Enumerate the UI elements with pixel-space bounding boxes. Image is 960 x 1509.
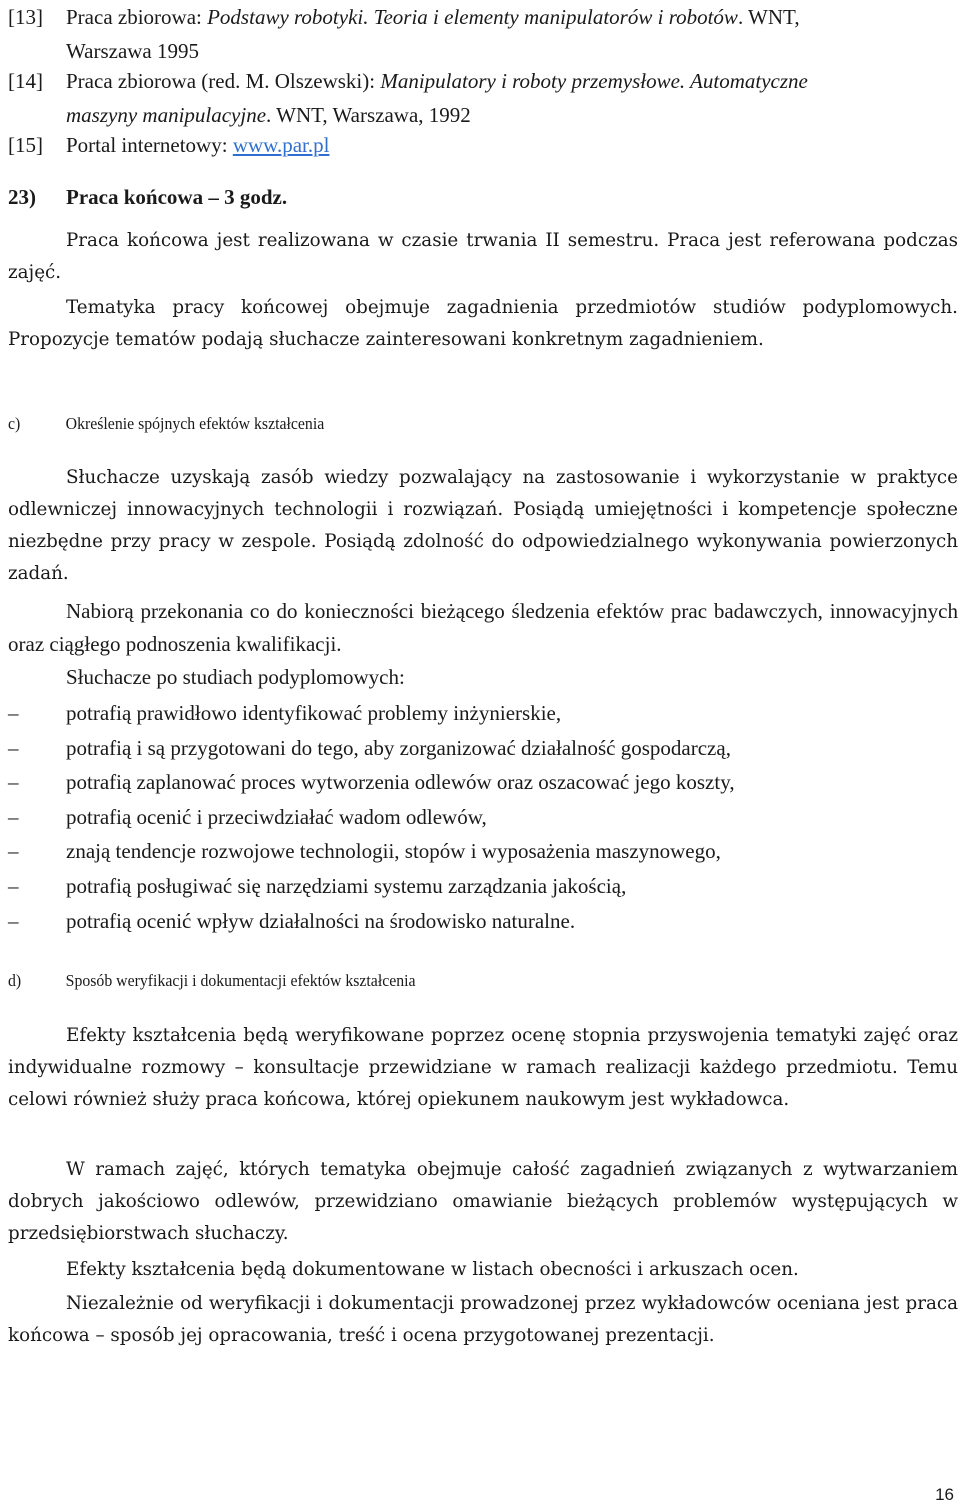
section-d-paragraph-4: Niezależnie od weryfikacji i dokumentacji prowadzonej przez wykładowców oceniana jest praca końcowa – sposób jej opracowania, treść i ocena przygotowanej prezentacji. bbox=[8, 1293, 958, 1346]
section-letter: d) bbox=[8, 971, 22, 990]
reference-15 bbox=[8, 128, 956, 162]
list-item: – potrafią ocenić wpływ działalności na środowisko naturalne. bbox=[8, 908, 576, 933]
reference-number: [15] bbox=[8, 133, 43, 157]
list-item: – potrafią ocenić i przeciwdziałać wadom odlewów, bbox=[8, 804, 487, 829]
section-title: Praca końcowa – 3 godz. bbox=[66, 185, 288, 209]
section-d-paragraph-2: W ramach zajęć, których tematyka obejmuje całość zagadnień związanych z wytwarzaniem dobrych jakościowo odlewów, przewidziano omawianie bieżących problemów występujących w przedsiębiorstwach słuchaczy. bbox=[8, 1159, 958, 1244]
reference-title: Manipulatory i roboty przemysłowe. Automatyczne bbox=[380, 69, 808, 93]
section-number: 23) bbox=[8, 185, 36, 209]
section-title: Sposób weryfikacji i dokumentacji efektów kształcenia bbox=[65, 971, 416, 990]
reference-suffix: . WNT, bbox=[737, 5, 800, 29]
section-23-paragraph-1: Praca końcowa jest realizowana w czasie trwania II semestru. Praca jest referowana podczas zajęć. bbox=[8, 230, 958, 283]
section-letter: c) bbox=[8, 414, 21, 433]
list-item: – potrafią i są przygotowani do tego, aby zorganizować działalność gospodarczą, bbox=[8, 735, 731, 760]
reference-number: [13] bbox=[8, 5, 43, 29]
reference-continuation: Warszawa 1995 bbox=[66, 39, 200, 63]
reference-title: Podstawy robotyki. Teoria i elementy manipulatorów i robotów bbox=[207, 5, 738, 29]
reference-continuation-title: maszyny manipulacyjne bbox=[66, 103, 267, 127]
reference-continuation-suffix: . WNT, Warszawa, 1992 bbox=[266, 103, 471, 127]
list-item: – potrafią zaplanować proces wytworzenia odlewów oraz oszacować jego koszty, bbox=[8, 770, 735, 795]
reference-number: [14] bbox=[8, 69, 43, 93]
list-item: – potrafią prawidłowo identyfikować problemy inżynierskie, bbox=[8, 701, 562, 725]
section-c-paragraph-2: Nabiorą przekonania co do konieczności bieżącego śledzenia efektów prac badawczych, innowacyjnych oraz ciągłego podnoszenia kwalifikacji. bbox=[8, 599, 958, 656]
outcomes-list bbox=[8, 696, 958, 938]
section-c-list-intro: Słuchacze po studiach podyplomowych: bbox=[66, 665, 405, 689]
section-23-paragraph-2: Tematyka pracy końcowej obejmuje zagadnienia przedmiotów studiów podyplomowych. Propozycje tematów podają słuchacze zainteresowani konkretnym zagadnieniem. bbox=[8, 297, 958, 350]
list-item: – potrafią posługiwać się narzędziami systemu zarządzania jakością, bbox=[8, 873, 627, 898]
section-d-heading bbox=[8, 971, 416, 991]
reference-prefix: Praca zbiorowa (red. M. Olszewski): bbox=[66, 69, 381, 93]
reference-prefix: Praca zbiorowa: bbox=[66, 5, 208, 29]
section-d-paragraph-3: Efekty kształcenia będą dokumentowane w listach obecności i arkuszach ocen. bbox=[66, 1259, 799, 1280]
section-d-paragraph-1: Efekty kształcenia będą weryfikowane poprzez ocenę stopnia przyswojenia tematyki zajęć oraz indywidualne rozmowy – konsultacje przewidziane w ramach realizacji każdego przedmiotu. Temu celowi również służy praca końcowa, której opiekunem naukowym jest wykładowca. bbox=[8, 1025, 958, 1110]
section-title: Określenie spójnych efektów kształcenia bbox=[65, 414, 325, 433]
section-23-heading bbox=[8, 185, 287, 210]
section-c-heading bbox=[8, 414, 324, 434]
list-item: – znają tendencje rozwojowe technologii, stopów i wyposażenia maszynowego, bbox=[8, 839, 721, 864]
page-number: 16 bbox=[935, 1485, 954, 1504]
reference-14 bbox=[8, 64, 956, 132]
reference-link[interactable]: www.par.pl bbox=[232, 133, 330, 157]
reference-13 bbox=[8, 0, 956, 68]
reference-prefix: Portal internetowy: bbox=[66, 133, 233, 157]
section-c-paragraph-1: Słuchacze uzyskają zasób wiedzy pozwalający na zastosowanie i wykorzystanie w praktyce odlewniczej innowacyjnych technologii i rozwiązań. Posiądą umiejętności i kompetencje społeczne niezbędne przy pracy w zespole. Posiądą zdolność do odpowiedzialnego wykonywania powierzonych zadań. bbox=[8, 467, 958, 584]
